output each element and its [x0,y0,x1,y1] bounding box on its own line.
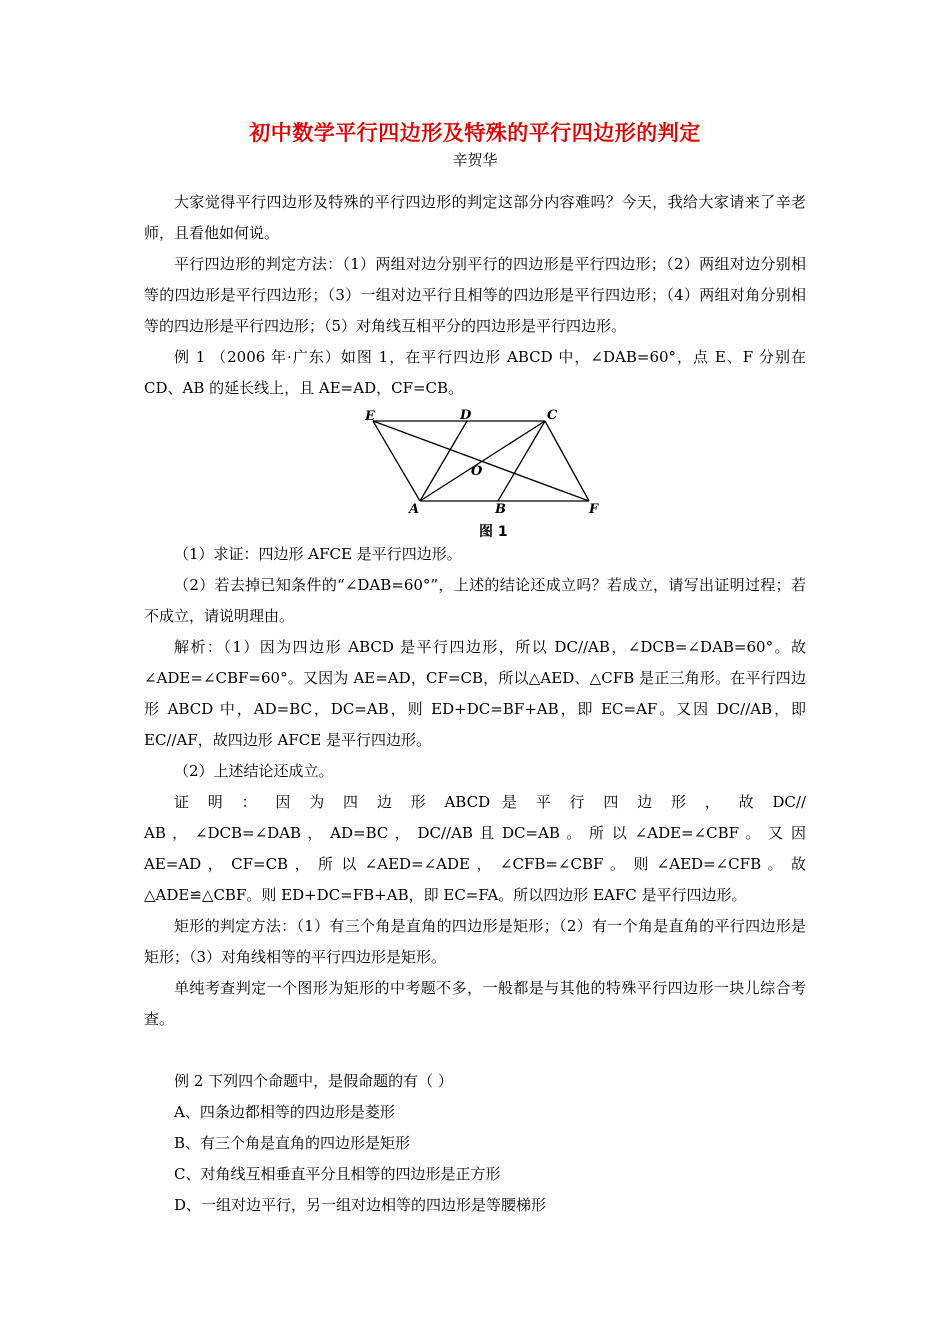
page-title: 初中数学平行四边形及特殊的平行四边形的判定 [249,120,701,145]
proof-line-1: 证 明 ： 因 为 四 边 形 ABCD 是 平 行 四 边 形 ， 故 DC// [174,793,806,811]
figure-caption: 图 1 [479,524,508,540]
proof-line-2: AB ， ∠DCB=∠DAB ， AD=BC ， DC//AB 且 DC=AB 。 所 以 ∠ADE=∠CBF 。 又 因 [144,824,806,842]
line-ac [420,421,545,501]
point-label-c: C [547,409,558,423]
point-label-d: D [460,409,472,423]
analysis-text: 解析：（1）因为四边形 ABCD 是平行四边形，所以 DC//AB，∠DCB=∠DAB=60°。故∠ADE=∠CBF=60°。又因为 AE=AD，CF=CB，所以△AED、△CFB 是正三角形。在平行四边形 ABCD 中，AD=BC，DC=AB，则 ED+DC=BF+AB，即 EC=AF。又因 DC//AB，即 EC//AF，故四边形 AFCE 是平行四边形。 [144,638,806,749]
point-label-o: O [471,464,483,479]
proof-line-3: AE=AD ， CF=CB ， 所 以 ∠AED=∠ADE ， ∠CFB=∠CBF 。 则 ∠AED=∠CFB 。 故 [144,855,806,873]
answer-2: （2）上述结论还成立。 [174,762,334,780]
paragraph-example1: 例 1 （2006 年·广东）如图 1，在平行四边形 ABCD 中，∠DAB=60°，点 E、F 分别在CD、AB 的延长线上，且 AE=AD，CF=CB。 [144,348,806,397]
question-2: （2）若去掉已知条件的“∠DAB=60°”，上述的结论还成立吗？若成立，请写出证明过程；若不成立，请说明理由。 [144,576,806,625]
figure-1 [359,409,599,539]
line-cf [545,421,589,501]
line-ea [373,421,420,501]
paragraph-methods: 平行四边形的判定方法：（1）两组对边分别平行的四边形是平行四边形；（2）两组对边分别相等的四边形是平行四边形；（3）一组对边平行且相等的四边形是平行四边形；（4）两组对角分别相等的四边形是平行四边形；（5）对角线互相平分的四边形是平行四边形。 [144,255,806,335]
option-d: D、一组对边平行，另一组对边相等的四边形是等腰梯形 [174,1196,547,1214]
proof-line-4: △ADE≌△CBF。则 ED+DC=FB+AB，即 EC=FA。所以四边形 EAFC 是平行四边形。 [144,886,747,904]
point-label-f: F [589,502,599,517]
document-page [144,118,806,1221]
point-label-a: A [409,502,420,517]
paragraph-intro: 大家觉得平行四边形及特殊的平行四边形的判定这部分内容难吗？今天，我给大家请来了辛老师，且看他如何说。 [144,193,806,242]
option-c: C、对角线互相垂直平分且相等的四边形是正方形 [174,1165,501,1183]
example-2: 例 2 下列四个命题中，是假命题的有（ ） [174,1072,453,1090]
line-ef [373,421,589,501]
option-b: B、有三个角是直角的四边形是矩形 [174,1134,411,1152]
author-name: 辛贺华 [452,151,498,169]
rectangle-methods: 矩形的判定方法：（1）有三个角是直角的四边形是矩形；（2）有一个角是直角的平行四边形是矩形；（3）对角线相等的平行四边形是矩形。 [144,917,806,966]
point-label-b: B [495,502,506,517]
option-a: A、四条边都相等的四边形是菱形 [174,1103,395,1121]
point-label-e: E [365,409,375,424]
line-cb [498,421,545,501]
rectangle-note: 单纯考查判定一个图形为矩形的中考题不多，一般都是与其他的特殊平行四边形一块儿综合考查。 [144,979,806,1028]
parallelogram-diagram [359,409,599,534]
question-1: （1）求证：四边形 AFCE 是平行四边形。 [174,545,462,563]
spacer [144,1035,806,1066]
line-da [420,421,467,501]
